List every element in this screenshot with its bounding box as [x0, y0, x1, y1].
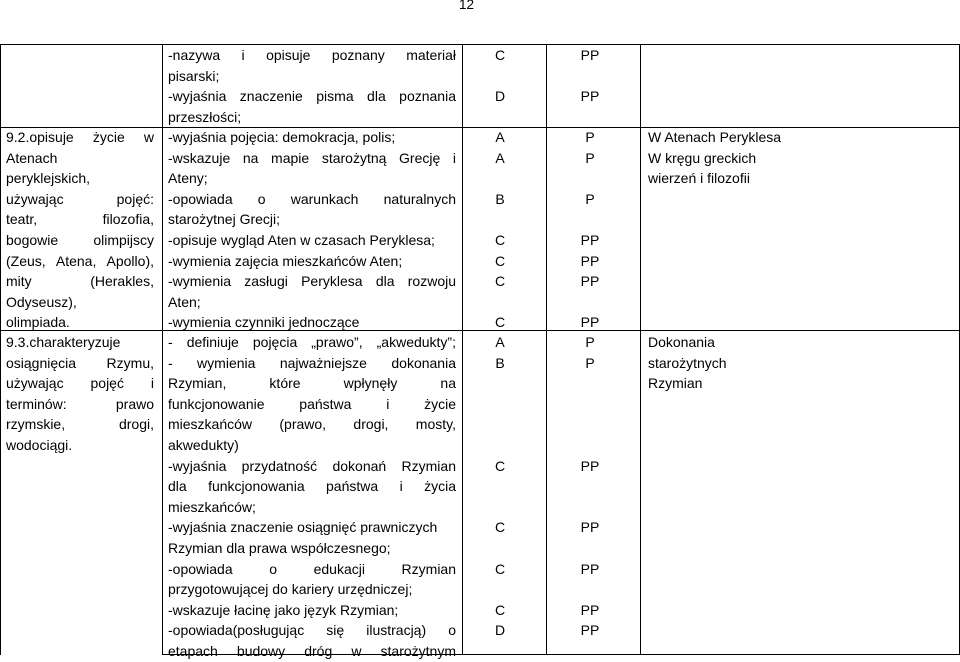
requirement-type: [560, 168, 620, 189]
requirement-type: [560, 476, 620, 497]
text-line: akwedukty): [168, 436, 239, 453]
table-left-border: [0, 44, 1, 655]
requirement-type: PP: [580, 252, 600, 269]
col3-left-border: [462, 44, 463, 655]
requirement-type: P: [585, 149, 595, 166]
text-line: etapach budowy dróg w starożytnym: [168, 642, 456, 659]
col2-top-requirements: [168, 45, 456, 127]
text-line: mity (Herakles,: [6, 273, 154, 290]
text-line: starożytnej Grecji;: [168, 211, 281, 228]
requirement-type: PP: [580, 601, 600, 618]
level-letter: B: [495, 190, 505, 207]
text-line: wierzeń i filozofii: [648, 170, 750, 187]
text-line: Rzymian, które wpłynęły na: [168, 375, 456, 392]
requirement-type: PP: [580, 231, 600, 248]
text-line: -nazywa i opisuje poznany materiał: [168, 47, 456, 63]
requirement-type: [560, 538, 620, 559]
col3-top-levels: [470, 45, 530, 127]
requirement-type: PP: [580, 519, 600, 536]
text-line: -wskazuje na mapie starożytną Grecję i: [168, 149, 456, 166]
text-line: -wskazuje łacinę jako język Rzymian;: [168, 601, 399, 618]
text-line: rzymskie, drogi,: [6, 416, 154, 433]
col1-row1-topic: [6, 127, 154, 333]
requirement-type: PP: [580, 314, 600, 331]
text-line: wodociągi.: [6, 436, 73, 453]
text-line: przeszłości;: [168, 108, 242, 125]
level-letter: A: [495, 334, 505, 350]
col4-row2-types: [560, 332, 620, 662]
text-line: -opisuje wygląd Aten w czasach Peryklesa;: [168, 231, 435, 248]
text-line: -wyjaśnia przydatność dokonań Rzymian: [168, 457, 456, 474]
text-line: -opowiada(posługując się ilustracją) o: [168, 622, 456, 639]
requirement-type: P: [585, 334, 595, 350]
text-line: 9.2.opisuje życie w: [6, 129, 154, 145]
requirement-type: [560, 394, 620, 415]
col5-row1-lessons: [648, 127, 948, 189]
text-line: -wyjaśnia znaczenie pisma dla poznania: [168, 88, 456, 105]
text-line: -opowiada o warunkach naturalnych: [168, 190, 456, 207]
level-letter: C: [494, 457, 506, 474]
level-letter: [470, 168, 530, 189]
text-line: mieszkańców (prawo, drogi, mosty,: [168, 416, 456, 433]
requirement-type: [560, 641, 620, 662]
col4-top-types: [560, 45, 620, 127]
text-line: dla funkcjonowania państwa i życia: [168, 478, 456, 495]
text-line: -wymienia zajęcia mieszkańców Aten;: [168, 252, 403, 269]
level-letter: [470, 107, 530, 128]
col3-row2-levels: [470, 332, 530, 662]
level-letter: [470, 373, 530, 394]
text-line: Atenach: [6, 149, 58, 166]
text-line: używając pojęć:: [6, 190, 154, 207]
level-letter: [470, 66, 530, 87]
requirement-type: PP: [580, 457, 600, 474]
requirement-type: [560, 497, 620, 518]
level-letter: C: [494, 252, 506, 269]
text-line: -wyjaśnia pojęcia: demokracja, polis;: [168, 129, 396, 145]
level-letter: C: [494, 47, 506, 63]
text-line: mieszkańców;: [168, 498, 256, 515]
requirement-type: PP: [580, 273, 600, 290]
col2-left-border: [162, 44, 163, 655]
text-line: bogowie olimpijscy: [6, 231, 154, 248]
text-line: peryklejskich,: [6, 170, 91, 187]
text-line: -wymienia czynniki jednoczące: [168, 314, 360, 331]
level-letter: C: [494, 519, 506, 536]
level-letter: [470, 538, 530, 559]
level-letter: [470, 292, 530, 313]
text-line: -wymienia zasługi Peryklesa dla rozwoju: [168, 273, 456, 290]
requirement-type: PP: [580, 47, 600, 63]
level-letter: C: [494, 560, 506, 577]
level-letter: [470, 497, 530, 518]
requirement-type: P: [585, 190, 595, 207]
text-line: (Zeus, Atena, Apollo),: [6, 252, 154, 269]
level-letter: [470, 414, 530, 435]
requirement-type: PP: [580, 560, 600, 577]
level-letter: [470, 394, 530, 415]
text-line: Rzymian: [648, 375, 703, 392]
col5-left-border: [640, 44, 641, 655]
level-letter: [470, 641, 530, 662]
level-letter: C: [494, 601, 506, 618]
level-letter: [470, 579, 530, 600]
text-line: używając pojęć i: [6, 375, 154, 392]
requirement-type: [560, 373, 620, 394]
level-letter: D: [494, 622, 506, 639]
text-line: - wymienia najważniejsze dokonania: [168, 354, 456, 371]
text-line: Aten;: [168, 293, 201, 310]
text-line: 9.3.charakteryzuje: [6, 334, 121, 350]
col4-row1-types: [560, 127, 620, 333]
text-line: przygotowującej do kariery urzędniczej;: [168, 581, 413, 598]
requirement-type: [560, 414, 620, 435]
text-line: Ateny;: [168, 170, 208, 187]
requirement-type: [560, 435, 620, 456]
text-line: W Atenach Peryklesa: [648, 129, 782, 145]
col3-row1-levels: [470, 127, 530, 333]
level-letter: C: [494, 231, 506, 248]
col5-row2-lessons: [648, 332, 948, 394]
level-letter: B: [495, 354, 505, 371]
col2-row2-requirements: [168, 332, 456, 662]
requirement-type: P: [585, 129, 595, 145]
text-line: -wyjaśnia znaczenie osiągnięć prawniczych: [168, 519, 438, 536]
text-line: starożytnych: [648, 354, 727, 371]
col1-row2-topic: [6, 332, 154, 456]
text-line: -opowiada o edukacji Rzymian: [168, 560, 456, 577]
requirement-type: PP: [580, 88, 600, 105]
level-letter: [470, 209, 530, 230]
requirement-type: P: [585, 354, 595, 371]
text-line: Odyseusz),: [6, 293, 77, 310]
requirement-type: [560, 292, 620, 313]
level-letter: [470, 435, 530, 456]
requirement-type: [560, 107, 620, 128]
text-line: osiągnięcia Rzymu,: [6, 354, 154, 371]
level-letter: A: [495, 129, 505, 145]
requirement-type: PP: [580, 622, 600, 639]
col4-left-border: [546, 44, 547, 655]
text-line: W kręgu greckich: [648, 149, 757, 166]
level-letter: [470, 476, 530, 497]
level-letter: A: [495, 149, 505, 166]
text-line: Rzymian dla prawa współczesnego;: [168, 539, 391, 556]
level-letter: C: [494, 314, 506, 331]
requirement-type: [560, 209, 620, 230]
level-letter: D: [494, 88, 506, 105]
requirement-type: [560, 579, 620, 600]
requirement-type: [560, 66, 620, 87]
text-line: pisarski;: [168, 67, 220, 84]
text-line: Dokonania: [648, 334, 715, 350]
text-line: funkcjonowanie państwa i życie: [168, 395, 456, 412]
col2-row1-requirements: [168, 127, 456, 333]
level-letter: C: [494, 273, 506, 290]
text-line: terminów: prawo: [6, 395, 154, 412]
text-line: olimpiada.: [6, 314, 70, 331]
page-number: 12: [459, 0, 475, 12]
text-line: - definiuje pojęcia „prawo”, „akwedukty”;: [168, 334, 456, 350]
text-line: teatr, filozofia,: [6, 211, 154, 228]
